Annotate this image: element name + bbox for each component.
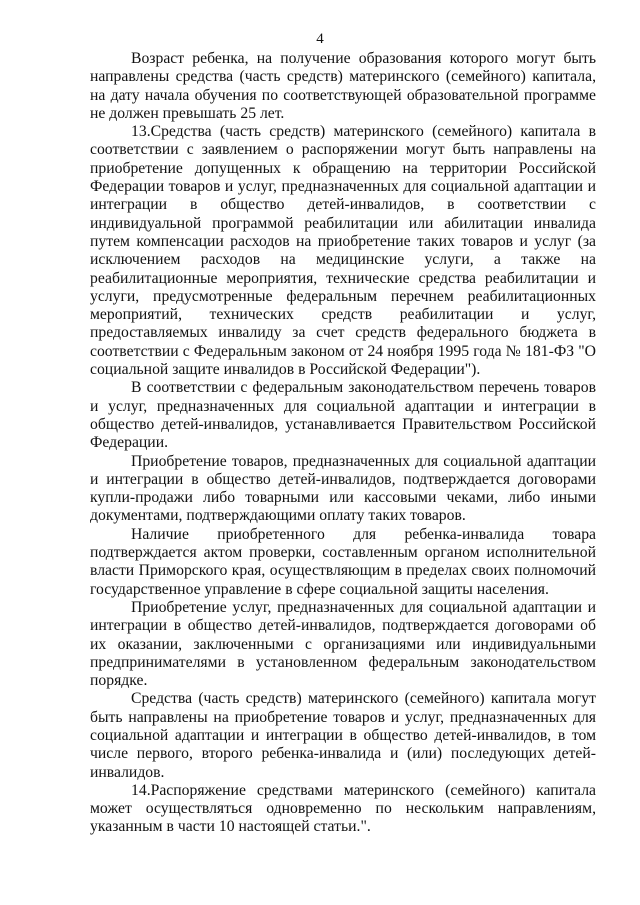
paragraph-goods-purchase: Приобретение товаров, предназначенных для социальной адаптации и интеграции в общество детей-инвалидов, подтверждается договорами купли-продажи либо товарными или кассовыми чеками, либо иными документами, подтверждающими оплату таких товаров.: [90, 452, 596, 525]
paragraph-section-14: 14.Распоряжение средствами материнского (семейного) капитала может осуществляться одновременно по нескольким направлениям, указанным в части 10 настоящей статьи.".: [90, 781, 596, 836]
paragraph-age-limit: Возраст ребенка, на получение образования которого могут быть направлены средства (часть средств) материнского (семейного) капитала, на дату начала обучения по соответствующей образовательной программе не должен превышать 25 лет.: [90, 50, 596, 122]
paragraph-inspection-act: Наличие приобретенного для ребенка-инвалида товара подтверждается актом проверки, составленным органом исполнительной власти Приморского края, осуществляющим в пределах своих полномочий государственное управление в сфере социальной защиты населения.: [90, 525, 596, 598]
paragraph-goods-list: В соответствии с федеральным законодательством перечень товаров и услуг, предназначенных для социальной адаптации и интеграции в общество детей-инвалидов, устанавливается Правительством Российской Федерации.: [90, 379, 596, 452]
paragraph-services-purchase: Приобретение услуг, предназначенных для социальной адаптации и интеграции в общество детей-инвалидов, подтверждается договорами об их оказании, заключенными с организациями или индивидуальными предпринимателями в установленном федеральным законодательством порядке.: [90, 598, 596, 690]
document-body: [90, 50, 596, 837]
paragraph-section-13: 13.Средства (часть средств) материнского (семейного) капитала в соответствии с заявлением о распоряжении могут быть направлены на приобретение допущенных к обращению на территории Российской Федерации товаров и услуг, предназначенных для социальной адаптации и интеграции в общество детей-инвалидов, в соответствии с индивидуальной программой реабилитации или абилитации инвалида путем компенсации расходов на приобретение таких товаров и услуг (за исключением расходов на медицинские услуги, а также на реабилитационные мероприятия, технические средства реабилитации и услуги, предусмотренные федеральным перечнем реабилитационных мероприятий, технических средств реабилитации и услуг, предоставляемых инвалиду за счет средств федерального бюджета в соответствии с Федеральным законом от 24 ноября 1995 года № 181-ФЗ "О социальной защите инвалидов в Российской Федерации").: [90, 123, 596, 379]
paragraph-funds-direction: Средства (часть средств) материнского (семейного) капитала могут быть направлены на приобретение товаров и услуг, предназначенных для социальной адаптации и интеграции в общество детей-инвалидов, в том числе первого, второго ребенка-инвалида и (или) последующих детей-инвалидов.: [90, 690, 596, 781]
page-number: 4: [316, 31, 324, 47]
